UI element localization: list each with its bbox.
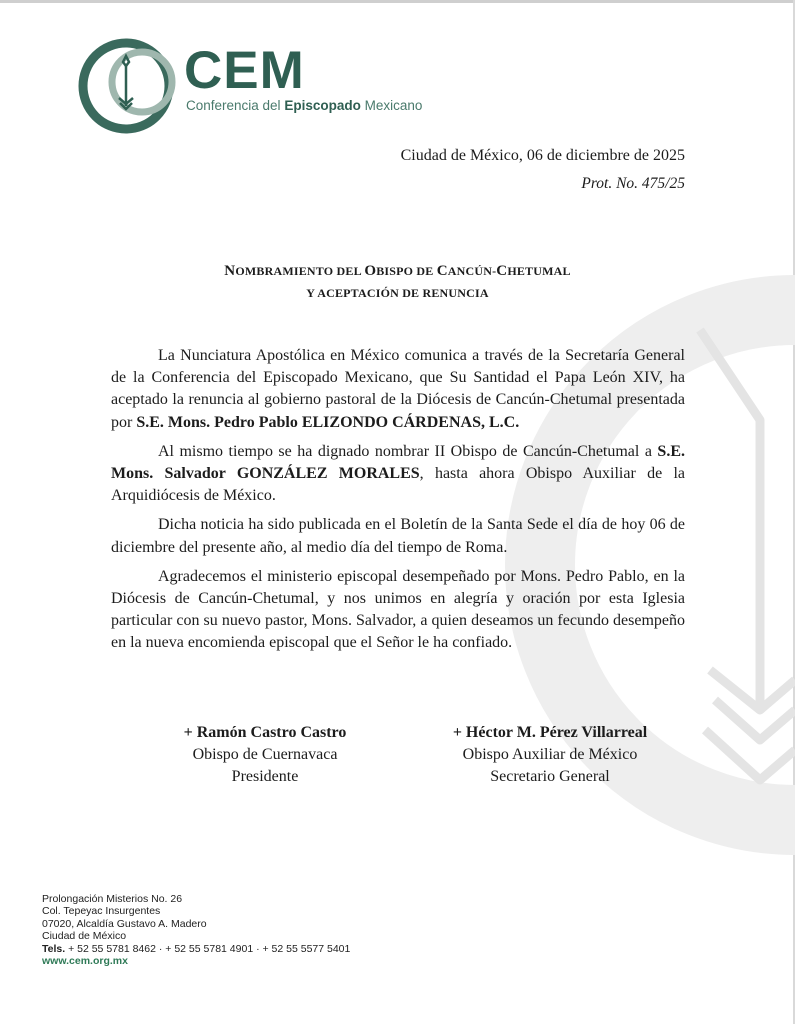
signer-name: + Héctor M. Pérez Villarreal xyxy=(452,724,648,741)
letter-body xyxy=(111,345,685,662)
footer-contact xyxy=(42,893,350,967)
paragraph-2: Al mismo tiempo se ha dignado nombrar II Obispo de Cancún-Chetumal a S.E. Mons. Salvador GONZÁLEZ MORALES, hasta ahora Obispo Auxiliar de la Arquidiócesis de México. xyxy=(111,442,685,505)
cem-logo-icon xyxy=(76,36,176,136)
address-line: 07020, Alcaldía Gustavo A. Madero xyxy=(42,917,207,930)
address-line: Col. Tepeyac Insurgentes xyxy=(42,905,161,918)
signer-title: Secretario General xyxy=(490,768,610,785)
phone-numbers: Tels. + 52 55 5781 8462 · + 52 55 5781 4901 · + 52 55 5577 5401 xyxy=(42,942,351,955)
page-top-edge xyxy=(0,0,795,3)
document-title-line2: Y ACEPTACIÓN DE RENUNCIA xyxy=(306,286,489,300)
protocol-number: Prot. No. 475/25 xyxy=(581,175,685,192)
org-acronym: CEM xyxy=(184,41,305,100)
paragraph-3: Dicha noticia ha sido publicada en el Boletín de la Santa Sede el día de hoy 06 de diciembre del presente año, al medio día del tiempo de Roma. xyxy=(111,516,685,556)
website-link[interactable]: www.cem.org.mx xyxy=(42,955,128,968)
signer-name: + Ramón Castro Castro xyxy=(183,724,347,741)
signer-role: Obispo Auxiliar de México xyxy=(462,746,638,763)
address-line: Prolongación Misterios No. 26 xyxy=(42,893,183,905)
signer-role: Obispo de Cuernavaca xyxy=(192,746,338,763)
place-date: Ciudad de México, 06 de diciembre de 2025 xyxy=(400,147,685,164)
document-title-line1: NOMBRAMIENTO DEL OBISPO DE CANCÚN-CHETUMAL xyxy=(224,263,571,279)
signer-title: Presidente xyxy=(231,768,299,785)
signature-secretary xyxy=(425,722,675,788)
paragraph-4: Agradecemos el ministerio episcopal desempeñado por Mons. Pedro Pablo, en la Diócesis de Cancún-Chetumal, y nos unimos en alegría y oración por esta Iglesia particular con su nuevo pastor, Mons. Salvador, a quien deseamos un fecundo desempeño en la nueva encomienda episcopal que el Señor le ha confiado. xyxy=(111,567,685,652)
signature-president xyxy=(140,722,390,788)
paragraph-1: La Nunciatura Apostólica en México comunica a través de la Secretaría General de la Conferencia del Episcopado Mexicano, que Su Santidad el Papa León XIV, ha aceptado la renuncia al gobierno pastoral de la Diócesis de Cancún-Chetumal presentada por S.E. Mons. Pedro Pablo ELIZONDO CÁRDENAS, L.C. xyxy=(111,347,685,431)
org-name: Conferencia del Episcopado Mexicano xyxy=(186,98,423,113)
address-line: Ciudad de México xyxy=(42,930,127,943)
